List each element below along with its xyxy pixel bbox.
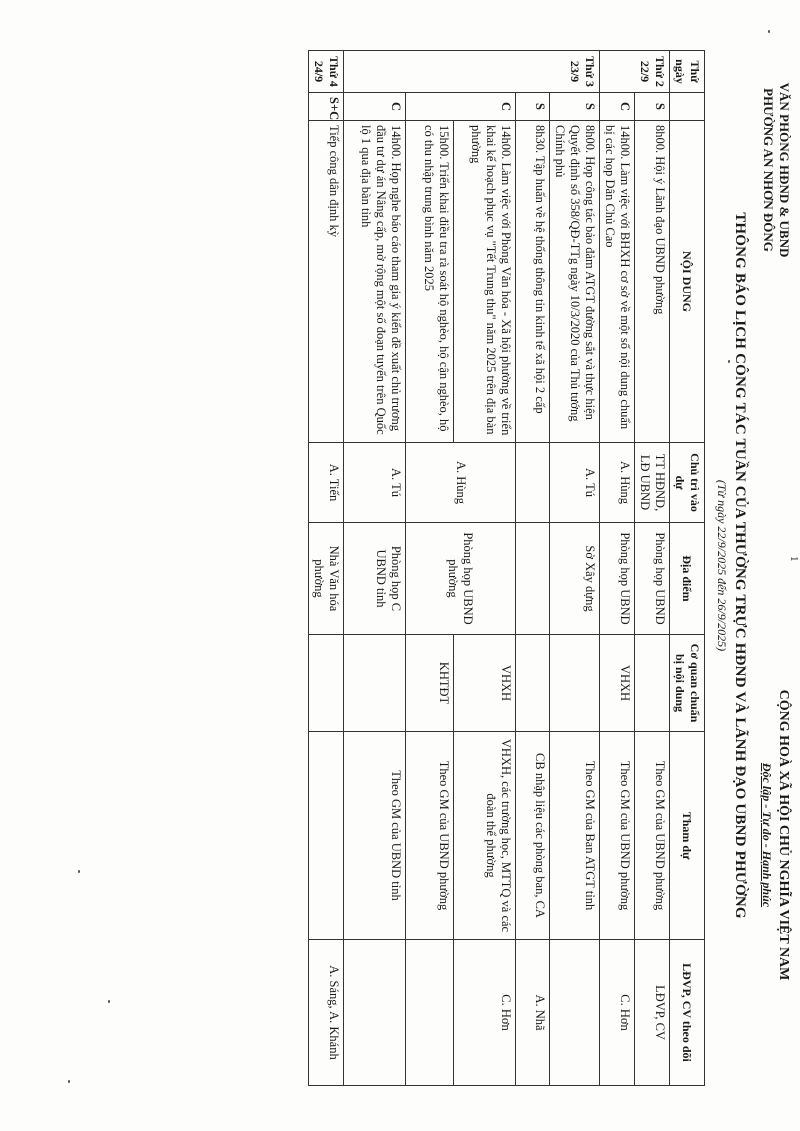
table-row (454, 51, 516, 1086)
col-header-chair: Chủ trì vào dự (670, 443, 705, 523)
table-header-row (670, 51, 705, 1086)
chair-cell: A. Tú (344, 443, 406, 523)
table-row (600, 51, 635, 1086)
content-cell: 8h00. Hội ý Lãnh đạo UBND phường (635, 121, 670, 443)
chair-cell (516, 443, 550, 523)
document-title: THÔNG BÁO LỊCH CÔNG TÁC TUẦN CỦA THƯỜNG TRỰC HĐND VÀ LÃNH ĐẠO UBND PHƯỜNG (732, 212, 748, 919)
location-cell: Nhà Văn hóa phường (309, 523, 344, 635)
content-cell: 14h00. Làm việc với Phòng Văn hóa - Xã hội phường về triển khai kế hoạch phục vụ "Tết Trung thu" năm 2025 trên địa bàn phường (454, 121, 516, 443)
session-cell: S+C (309, 93, 344, 121)
location-cell (516, 523, 550, 635)
org-line-2: PHƯỜNG AN NHƠN ĐÔNG (761, 88, 776, 252)
location-cell: Phòng họp UBND (600, 523, 635, 635)
org-line-1: VĂN PHÒNG HĐND & UBND (777, 82, 792, 258)
page-number: 1 (788, 556, 800, 562)
prep-cell: VHXH (454, 635, 516, 732)
prep-cell: KHTĐT (406, 635, 454, 732)
attend-cell: Theo GM của UBND phường (635, 732, 670, 940)
nation-motto: Độc lập - Tự do - Hạnh phúc (760, 762, 774, 908)
attend-cell: Theo GM của UBND phường (600, 732, 635, 940)
col-header-location: Địa điểm (670, 523, 705, 635)
col-header-content: NỘI DUNG (670, 121, 705, 443)
table-row (635, 51, 670, 1086)
follow-cell: LĐVP, CV (635, 940, 670, 1086)
table-row (309, 51, 344, 1086)
chair-cell: TT HĐND, LĐ UBND (635, 443, 670, 523)
org-header (760, 40, 792, 300)
location-cell: Phòng họp C UBND tỉnh (344, 523, 406, 635)
scan-speck (728, 360, 730, 363)
content-cell: Tiếp công dân định kỳ (309, 121, 344, 443)
attend-cell: CB nhập liệu các phòng ban, CA (516, 732, 550, 940)
attend-cell: VHXH, các trường học, MTTQ và các đoàn thể phường (454, 732, 516, 940)
prep-cell (309, 635, 344, 732)
follow-cell: A. Sáng, A. Khánh (309, 940, 344, 1086)
content-cell: 8h30. Tập huấn về hệ thống thông tin kinh tế xã hội 2 cấp (516, 121, 550, 443)
follow-cell: C. Hơn (600, 940, 635, 1086)
session-cell: S (550, 93, 600, 121)
prep-cell: VHXH (600, 635, 635, 732)
prep-cell (635, 635, 670, 732)
content-cell: 14h00. Làm việc với BHXH cơ sở về một số nội dung chuẩn bị các họp Dân Chủ Cao (600, 121, 635, 443)
chair-cell: A. Hùng (600, 443, 635, 523)
follow-cell (550, 940, 600, 1086)
col-header-prep: Cơ quan chuẩn bị nội dung (670, 635, 705, 732)
col-header-follow: LĐVP, CV theo dõi (670, 940, 705, 1086)
table-row (550, 51, 600, 1086)
location-cell: Phòng họp UBND (635, 523, 670, 635)
schedule-table (308, 50, 705, 1086)
prep-cell (516, 635, 550, 732)
nation-header (758, 600, 792, 1070)
session-cell: S (516, 93, 550, 121)
scan-speck (78, 870, 80, 873)
session-cell: C (600, 93, 635, 121)
attend-cell: Theo GM của UBND tỉnh (344, 732, 406, 940)
chair-cell: A. Tiến (309, 443, 344, 523)
prep-cell (550, 635, 600, 732)
scan-speck (68, 1080, 70, 1083)
col-header-day: Thứ ngày (670, 51, 705, 93)
document-subtitle: (Từ ngày 22/9/2025 đến 26/9/2025) (715, 479, 729, 652)
prep-cell (344, 635, 406, 732)
scan-speck (768, 30, 770, 33)
session-cell: C (344, 93, 406, 121)
content-cell: 15h00. Triển khai điều tra rà soát hộ nghèo, hộ cận nghèo, hộ có thu nhập trung bình năm 2025 (406, 121, 454, 443)
session-cell: S (635, 93, 670, 121)
session-cell: C (406, 93, 516, 121)
location-cell: Phòng họp UBND phường (406, 523, 516, 635)
follow-cell (344, 940, 406, 1086)
follow-cell (406, 940, 454, 1086)
location-cell: Sở Xây dựng (550, 523, 600, 635)
table-row (516, 51, 550, 1086)
attend-cell: Theo GM của UBND phường (406, 732, 454, 940)
day-cell: Thứ 3 23/9 (344, 51, 600, 93)
nation-name: CỘNG HOÀ XÃ HỘI CHỦ NGHĨA VIỆT NAM (776, 689, 791, 981)
chair-cell: A. Tú (550, 443, 600, 523)
day-cell: Thứ 4 24/9 (309, 51, 344, 93)
content-cell: 14h00. Họp nghe báo cáo tham gia ý kiến đề xuất chủ trương đầu tư dự án Nâng cấp, mở rộng một số đoạn tuyến trên Quốc lộ 1 qua địa bàn tỉnh (344, 121, 406, 443)
content-cell: 8h00. Họp công tác bảo đảm ATGT đường sắt và thực hiện Quyết định số 358/QĐ-TTg ngày 10/3/2020 của Thủ tướng Chính phủ (550, 121, 600, 443)
table-row (344, 51, 406, 1086)
attend-cell: Theo GM của Ban ATGT tỉnh (550, 732, 600, 940)
col-header-attend: Tham dự (670, 732, 705, 940)
scan-speck (108, 1000, 110, 1003)
day-cell: Thứ 2 22/9 (600, 51, 670, 93)
follow-cell: C. Hơn (454, 940, 516, 1086)
chair-cell: A. Hùng (406, 443, 516, 523)
col-header-session (670, 93, 705, 121)
attend-cell (309, 732, 344, 940)
follow-cell: A. Nhã (516, 940, 550, 1086)
